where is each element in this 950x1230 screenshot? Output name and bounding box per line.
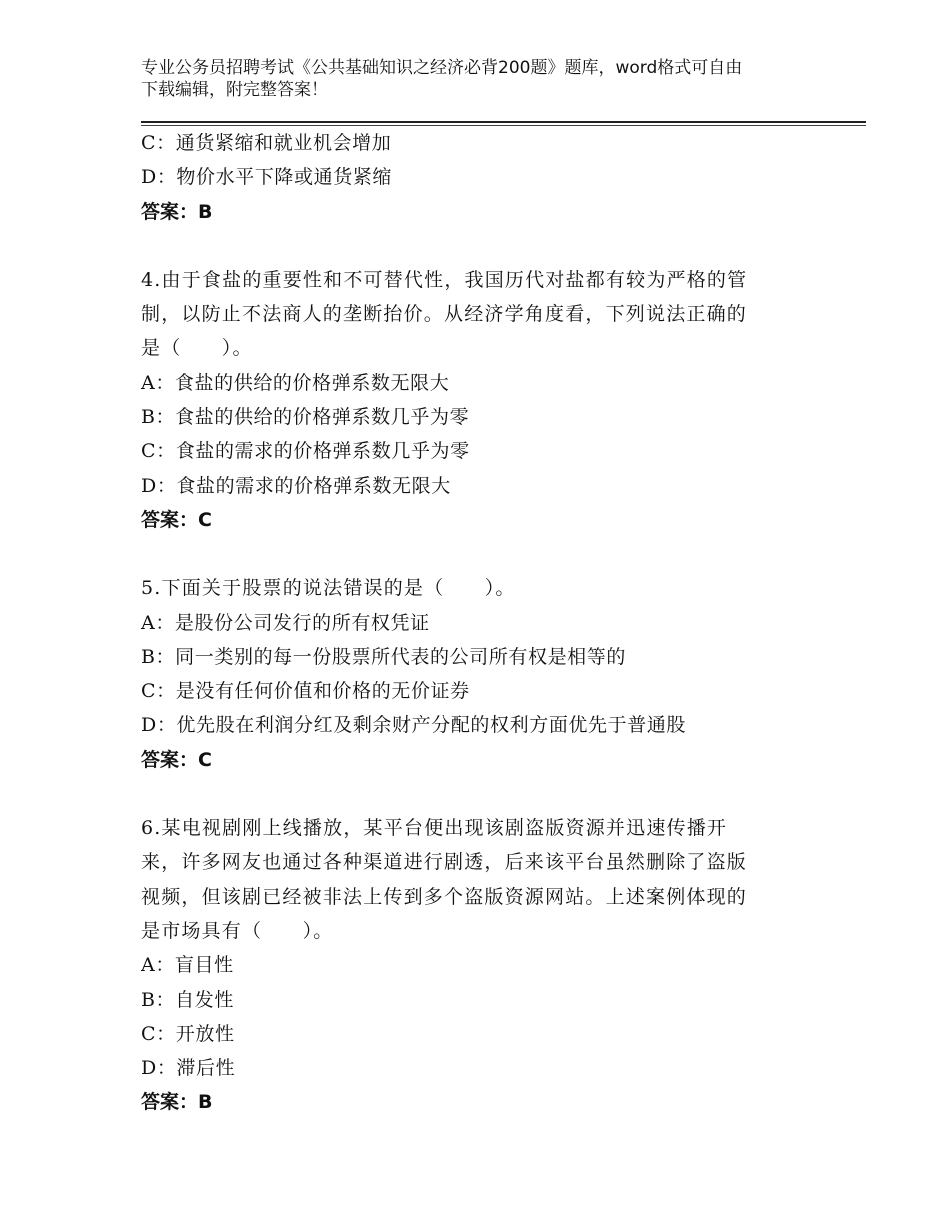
option-c: C：是没有任何价值和价格的无价证券 [141,680,470,703]
question-5 [141,571,801,777]
option-d: D：食盐的需求的价格弹系数无限大 [141,474,451,497]
question-text-line: 是市场具有（ ）。 [141,919,334,942]
question-text-line: 5.下面关于股票的说法错误的是（ ）。 [141,577,516,600]
option-a: A：盲目性 [141,954,234,977]
answer-line: 答案：B [141,1091,213,1114]
option-c: C：食盐的需求的价格弹系数几乎为零 [141,440,470,463]
option-c: C：通货紧缩和就业机会增加 [141,132,392,154]
question-text-line: 制，以防止不法商人的垄断抬价。从经济学角度看，下列说法正确的 [141,303,748,326]
spacer [141,229,801,263]
option-b: B：同一类别的每一份股票所代表的公司所有权是相等的 [141,645,626,668]
option-a: A：食盐的供给的价格弹系数无限大 [141,371,450,394]
question-text-line: 视频，但该剧已经被非法上传到多个盗版资源网站。上述案例体现的 [141,885,748,908]
header-rule-thick [141,121,866,123]
spacer [141,537,801,571]
header-line-2: 下载编辑，附完整答案！ [141,80,328,100]
previous-question-tail [141,126,801,229]
option-d: D：滞后性 [141,1057,236,1080]
question-content [141,126,801,1120]
header-line-1: 专业公务员招聘考试《公共基础知识之经济必背200题》题库，word格式可自由 [141,58,743,78]
question-text-line: 6.某电视剧刚上线播放，某平台便出现该剧盗版资源并迅速传播开 [141,817,728,840]
answer-line: 答案：B [141,200,213,223]
option-b: B：食盐的供给的价格弹系数几乎为零 [141,406,470,429]
option-d: D：物价水平下降或通货紧缩 [141,166,393,189]
option-c: C：开放性 [141,1022,235,1045]
answer-line: 答案：C [141,748,212,771]
option-a: A：是股份公司发行的所有权凭证 [141,611,430,634]
document-header [141,57,811,101]
question-4 [141,263,801,537]
option-d: D：优先股在利润分红及剩余财产分配的权利方面优先于普通股 [141,714,687,737]
question-6 [141,811,801,1120]
answer-line: 答案：C [141,508,212,531]
question-text-line: 来，许多网友也通过各种渠道进行剧透，后来该平台虽然删除了盗版 [141,851,748,874]
option-b: B：自发性 [141,988,234,1011]
question-text-line: 4.由于食盐的重要性和不可替代性，我国历代对盐都有较为严格的管 [141,268,748,291]
question-text-line: 是（ ）。 [141,337,253,360]
spacer [141,777,801,811]
